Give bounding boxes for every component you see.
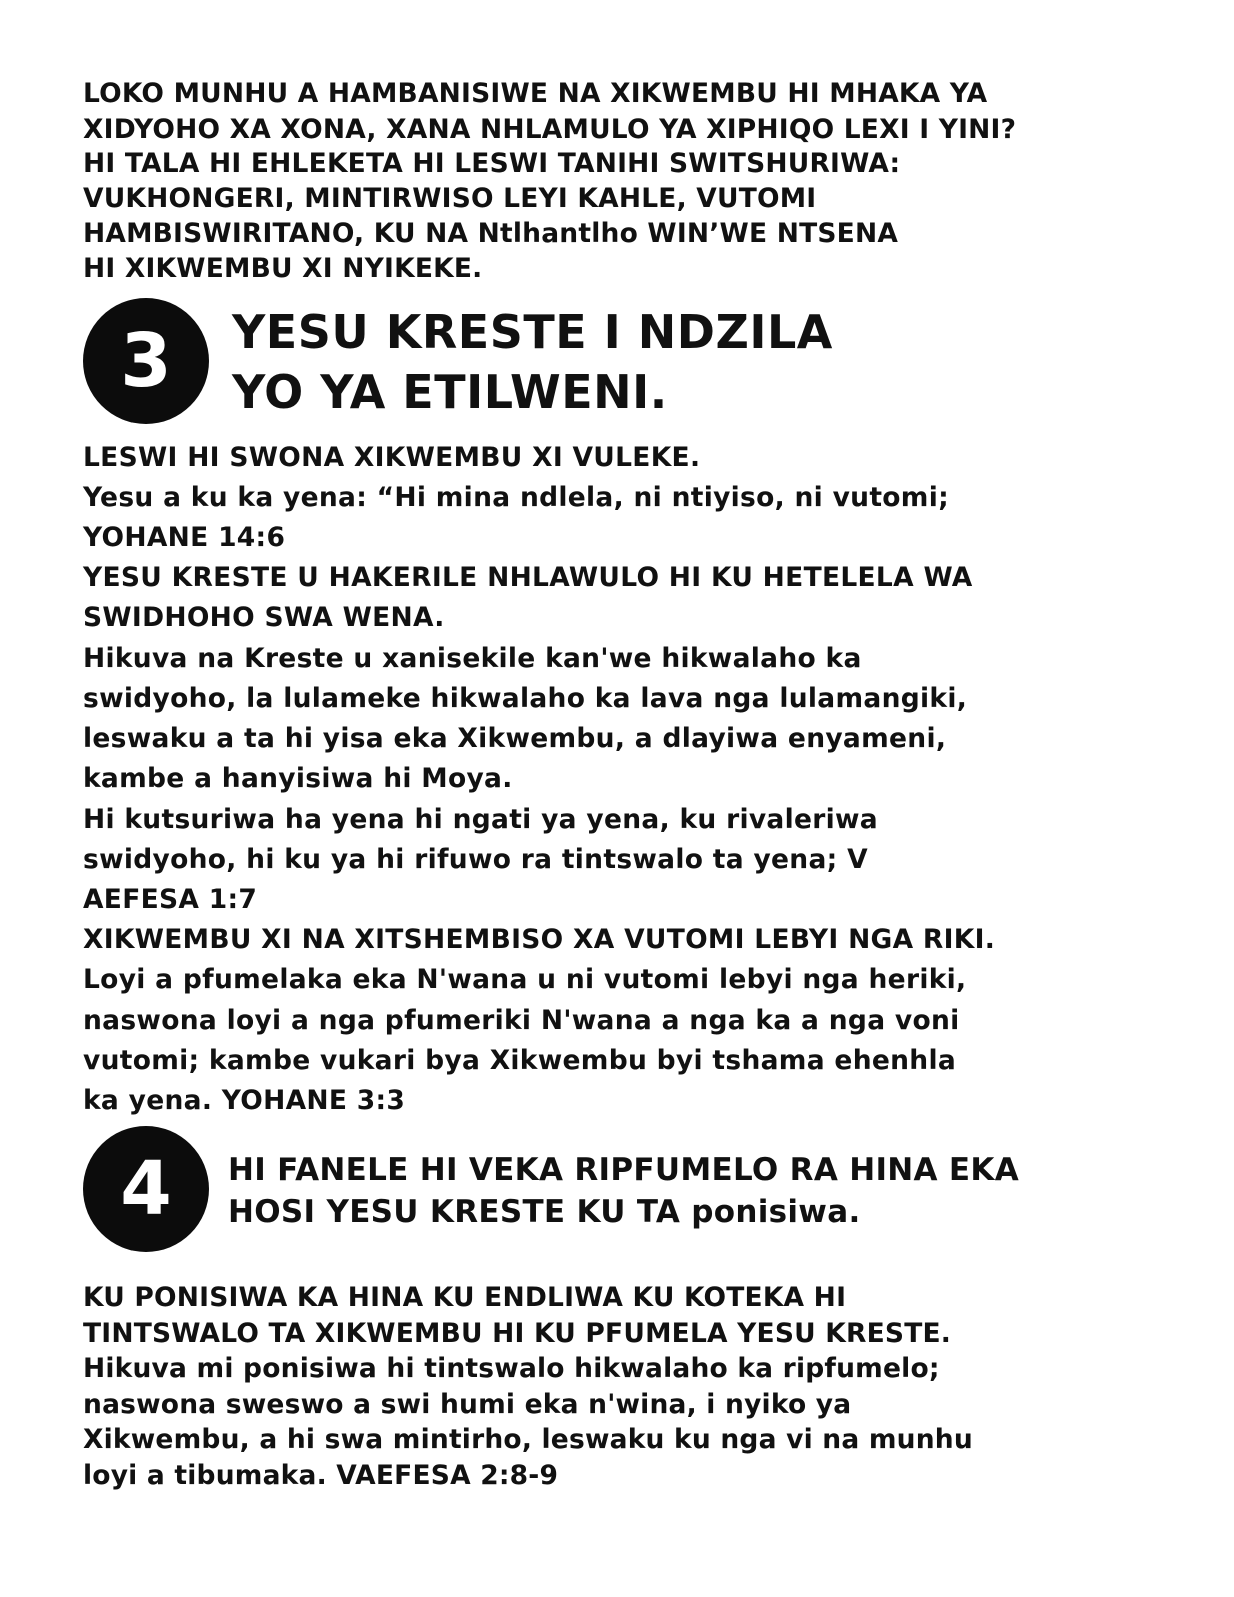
section-3-line: AEFESA 1:7 [83, 884, 258, 915]
section-3-line: Yesu a ku ka yena: “Hi mina ndlela, ni ntiyiso, ni vutomi; [83, 482, 949, 513]
intro-line: HI XIKWEMBU XI NYIKEKE. [83, 253, 483, 284]
section-3-line: Loyi a pfumelaka eka N'wana u ni vutomi lebyi nga heriki, [83, 964, 967, 995]
section-3-line: XIKWEMBU XI NA XITSHEMBISO XA VUTOMI LEBYI NGA RIKI. [83, 924, 996, 955]
intro-line: HAMBISWIRITANO, KU NA Ntlhantlho WIN’WE NTSENA [83, 218, 899, 249]
section-3-line: LESWI HI SWONA XIKWEMBU XI VULEKE. [83, 442, 701, 473]
section-3-line: SWIDHOHO SWA WENA. [83, 602, 445, 633]
intro-line: LOKO MUNHU A HAMBANISIWE NA XIKWEMBU HI MHAKA YA [83, 78, 988, 109]
section-3-line: leswaku a ta hi yisa eka Xikwembu, a dlayiwa enyameni, [83, 723, 947, 754]
section-4-line: loyi a tibumaka. VAEFESA 2:8-9 [83, 1460, 559, 1491]
section-4-number-badge: 4 [83, 1126, 209, 1252]
section-4-line: TINTSWALO TA XIKWEMBU HI KU PFUMELA YESU KRESTE. [83, 1318, 952, 1349]
section-3-heading-line: YESU KRESTE I NDZILA [232, 305, 833, 359]
section-3-line: YESU KRESTE U HAKERILE NHLAWULO HI KU HETELELA WA [83, 562, 973, 593]
section-3-line: YOHANE 14:6 [83, 522, 286, 553]
section-3-line: swidyoho, hi ku ya hi rifuwo ra tintswalo ta yena; V [83, 844, 868, 875]
section-3-line: vutomi; kambe vukari bya Xikwembu byi tshama ehenhla [83, 1045, 957, 1076]
section-4-line: naswona sweswo a swi humi eka n'wina, i nyiko ya [83, 1389, 852, 1420]
intro-line: XIDYOHO XA XONA, XANA NHLAMULO YA XIPHIQO LEXI I YINI? [83, 114, 1017, 145]
section-4-line: KU PONISIWA KA HINA KU ENDLIWA KU KOTEKA HI [83, 1282, 847, 1313]
section-3-heading-line: YO YA ETILWENI. [232, 365, 668, 419]
section-4-line: Xikwembu, a hi swa mintirho, leswaku ku nga vi na munhu [83, 1424, 973, 1455]
intro-line: VUKHONGERI, MINTIRWISO LEYI KAHLE, VUTOMI [83, 183, 817, 214]
section-4-heading-line: HI FANELE HI VEKA RIPFUMELO RA HINA EKA [228, 1152, 1020, 1188]
section-4-heading-line: HOSI YESU KRESTE KU TA ponisiwa. [228, 1194, 861, 1230]
section-4-line: Hikuva mi ponisiwa hi tintswalo hikwalaho ka ripfumelo; [83, 1353, 940, 1384]
section-3-line: swidyoho, la lulameke hikwalaho ka lava nga lulamangiki, [83, 683, 968, 714]
section-3-line: Hi kutsuriwa ha yena hi ngati ya yena, ku rivaleriwa [83, 804, 878, 835]
section-3-number-badge: 3 [83, 298, 209, 424]
section-3-line: Hikuva na Kreste u xanisekile kan'we hikwalaho ka [83, 643, 862, 674]
section-3-line: naswona loyi a nga pfumeriki N'wana a nga ka a nga voni [83, 1005, 960, 1036]
intro-line: HI TALA HI EHLEKETA HI LESWI TANIHI SWITSHURIWA: [83, 148, 901, 179]
section-3-line: ka yena. YOHANE 3:3 [83, 1085, 406, 1116]
section-3-line: kambe a hanyisiwa hi Moya. [83, 763, 513, 794]
